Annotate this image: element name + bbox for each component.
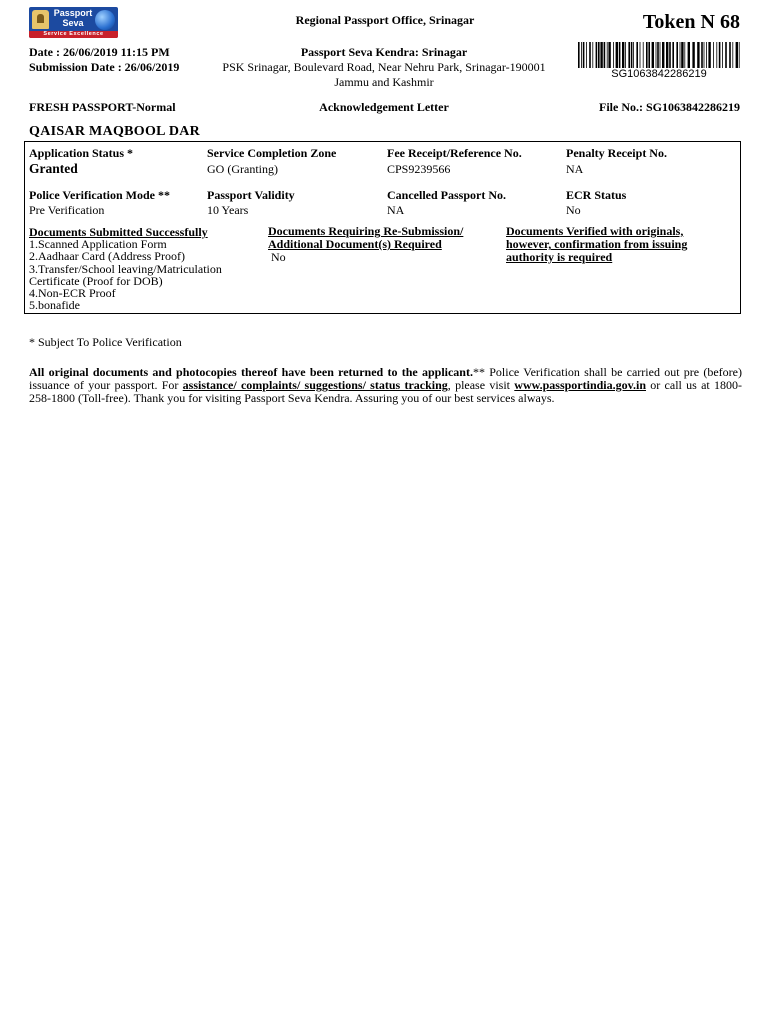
barcode-bar	[596, 42, 598, 68]
applicant-name: QAISAR MAQBOOL DAR	[29, 124, 201, 139]
psk-address-line2: Jammu and Kashmir	[334, 75, 434, 89]
police-verification-text: ** Police Verification shall be carried out pre (before) issuance of your passport. For	[29, 365, 742, 392]
psk-address-line1: PSK Srinagar, Boulevard Road, Near Nehru Park, Srinagar-190001	[222, 60, 546, 74]
barcode-bar	[681, 42, 683, 68]
barcode-bar	[581, 42, 582, 68]
barcode-bar	[640, 42, 641, 68]
assistance-link[interactable]: assistance/ complaints/ suggestions/ status tracking	[182, 378, 448, 392]
barcode-bar	[578, 42, 580, 68]
barcode-bar	[628, 42, 630, 68]
barcode-bar	[708, 42, 710, 68]
barcode-bar	[633, 42, 634, 68]
barcode-bar	[643, 42, 644, 68]
barcode-bar	[688, 42, 690, 68]
barcode-bar	[669, 42, 671, 68]
barcode-bar	[622, 42, 624, 68]
office-title: Regional Passport Office, Srinagar	[295, 13, 475, 27]
barcode-bar	[657, 42, 659, 68]
value-police-verification-mode: Pre Verification	[29, 203, 105, 217]
label-service-completion-zone: Service Completion Zone	[207, 146, 337, 160]
barcode-bar	[706, 42, 707, 68]
footer-paragraph	[29, 366, 742, 405]
resubmission-heading	[268, 225, 463, 251]
list-item: 5.bonafide	[29, 298, 80, 313]
logo-tagline: Service Excellence	[29, 31, 118, 38]
verified-heading-line1: Documents Verified with originals,	[506, 224, 684, 238]
logo-brand-line1: Passport	[53, 8, 93, 18]
submission-date-text: Submission Date : 26/06/2019	[29, 60, 180, 74]
list-item: 1.Scanned Application Form	[29, 237, 167, 251]
value-penalty-receipt: NA	[566, 162, 584, 176]
token-number: Token N 68	[642, 11, 740, 33]
label-cancelled-passport: Cancelled Passport No.	[387, 188, 506, 202]
documents-submitted-list	[29, 238, 222, 312]
barcode-bar	[646, 42, 648, 68]
barcode-bar	[652, 42, 654, 68]
barcode-bar	[619, 42, 621, 68]
date-text: Date : 26/06/2019 11:15 PM	[29, 45, 170, 59]
barcode-bar	[684, 42, 685, 68]
barcode-bar	[680, 42, 681, 68]
barcode-bar	[729, 42, 731, 68]
verified-heading-line2: however, confirmation from issuing	[506, 237, 688, 251]
application-type: FRESH PASSPORT-Normal	[29, 100, 176, 114]
barcode-bar	[716, 42, 717, 68]
national-emblem-icon	[32, 10, 49, 29]
barcode-bar	[589, 42, 591, 68]
barcode-bar	[676, 42, 678, 68]
label-police-verification-mode: Police Verification Mode **	[29, 188, 170, 202]
barcode-bar	[719, 42, 721, 68]
barcode-image	[578, 42, 740, 68]
barcode-bar	[583, 42, 585, 68]
resubmission-value: No	[271, 250, 286, 264]
barcode-bar	[608, 42, 610, 68]
globe-icon	[95, 10, 115, 30]
label-passport-validity: Passport Validity	[207, 188, 295, 202]
value-fee-receipt: CPS9239566	[387, 162, 451, 176]
barcode-bar	[732, 42, 733, 68]
label-penalty-receipt: Penalty Receipt No.	[566, 146, 667, 160]
letter-type: Acknowledgement Letter	[319, 100, 449, 114]
logo-brand-text	[51, 8, 95, 28]
barcode-bar	[672, 42, 674, 68]
barcode-bar	[736, 42, 738, 68]
label-fee-receipt: Fee Receipt/Reference No.	[387, 146, 522, 160]
list-item: 3.Transfer/School leaving/Matriculation	[29, 261, 222, 276]
barcode-bar	[625, 42, 626, 68]
barcode-bar	[697, 42, 699, 68]
barcode-bar	[713, 42, 714, 68]
documents-submitted-heading: Documents Submitted Successfully	[29, 225, 208, 239]
barcode-bar	[656, 42, 657, 68]
barcode-bar	[662, 42, 664, 68]
barcode-bar	[739, 42, 740, 68]
barcode-bar	[660, 42, 661, 68]
police-verification-note: * Subject To Police Verification	[29, 335, 182, 349]
barcode-bar	[607, 42, 608, 68]
verified-heading	[506, 225, 687, 264]
barcode-bar	[648, 42, 650, 68]
barcode-bar	[586, 42, 587, 68]
list-item: Certificate (Proof for DOB)	[29, 273, 163, 288]
barcode-bar	[636, 42, 638, 68]
barcode-number: SG1063842286219	[611, 68, 707, 80]
barcode-bar	[600, 42, 602, 68]
barcode-bar	[631, 42, 633, 68]
verified-heading-line3: authority is required	[506, 250, 613, 264]
label-ecr-status: ECR Status	[566, 188, 627, 202]
returned-documents-text: All original documents and photocopies thereof have been returned to the applicant.	[29, 365, 473, 379]
barcode-bar	[722, 42, 723, 68]
barcode-bar	[704, 42, 705, 68]
list-item: 2.Aadhaar Card (Address Proof)	[29, 249, 185, 264]
resubmission-heading-line2: Additional Document(s) Required	[268, 237, 442, 251]
barcode-bar	[692, 42, 694, 68]
barcode-bar	[604, 42, 606, 68]
label-application-status: Application Status *	[29, 146, 134, 160]
value-service-completion-zone: GO (Granting)	[207, 162, 278, 176]
value-cancelled-passport: NA	[387, 203, 405, 217]
contact-text: or call us at 1800-258-1800 (Toll-free). Thank you for visiting Passport Seva Kendra. Assuring you of our best services always.	[29, 378, 743, 405]
barcode-bar	[592, 42, 593, 68]
barcode-bar	[613, 42, 614, 68]
barcode-bar	[616, 42, 618, 68]
logo-brand-line2: Seva	[62, 18, 84, 28]
barcode-bar	[598, 42, 600, 68]
value-application-status: Granted	[29, 161, 78, 176]
barcode-bar	[701, 42, 703, 68]
passport-seva-logo	[29, 7, 118, 38]
list-item: 4.Non-ECR Proof	[29, 286, 116, 301]
psk-name: Passport Seva Kendra: Srinagar	[300, 45, 468, 59]
value-ecr-status: No	[566, 203, 581, 217]
value-passport-validity: 10 Years	[207, 203, 249, 217]
barcode-bar	[666, 42, 668, 68]
file-number: File No.: SG1063842286219	[599, 100, 740, 114]
barcode-bar	[725, 42, 727, 68]
visit-text: , please visit	[447, 378, 515, 392]
website-link[interactable]: www.passportindia.gov.in	[514, 378, 646, 392]
resubmission-heading-line1: Documents Requiring Re-Submission/	[268, 224, 464, 238]
